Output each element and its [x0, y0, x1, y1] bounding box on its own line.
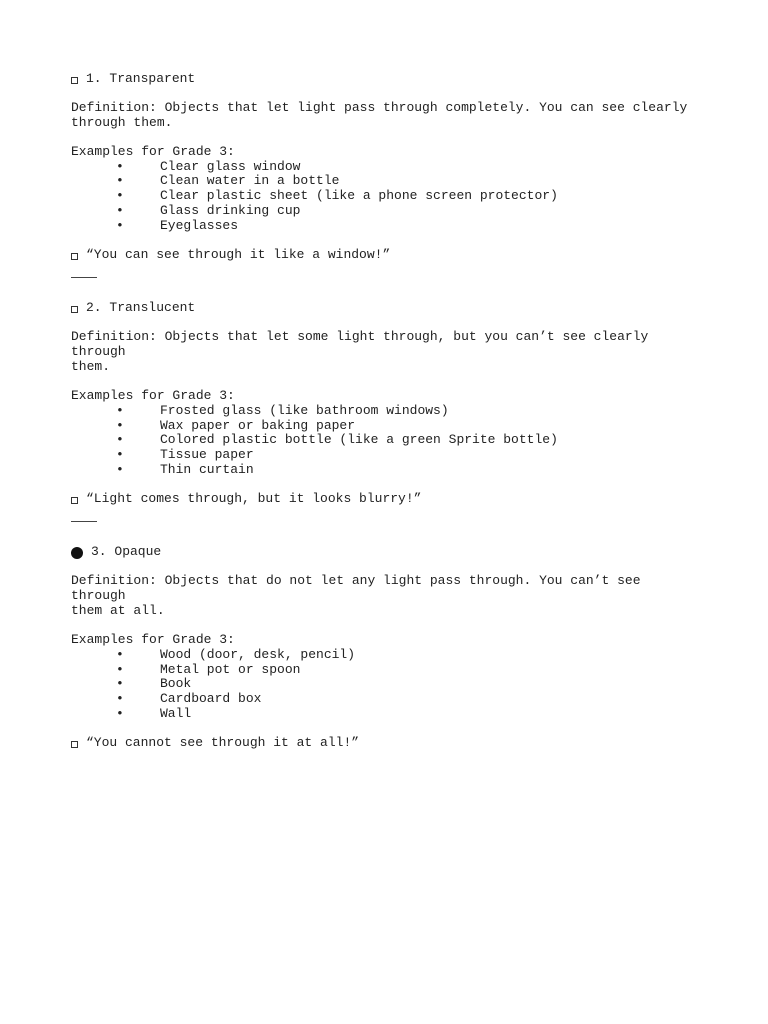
example-text: Thin curtain: [160, 461, 254, 477]
bullet-icon: •: [116, 158, 124, 174]
box-icon: [71, 306, 78, 313]
bullet-icon: •: [116, 217, 124, 233]
quote-text: “Light comes through, but it looks blurry!”: [86, 490, 422, 506]
list-item: [71, 174, 701, 189]
section-opaque: [71, 545, 701, 750]
box-icon: [71, 77, 78, 84]
examples-label: Examples for Grade 3:: [71, 632, 235, 648]
examples-list: [71, 404, 701, 477]
list-item: [71, 463, 701, 478]
example-text: Clean water in a bottle: [160, 173, 340, 189]
list-item: [71, 433, 701, 448]
bullet-icon: •: [116, 432, 124, 448]
section-heading: [71, 301, 701, 316]
bullet-icon: •: [116, 417, 124, 433]
bullet-icon: •: [116, 188, 124, 204]
example-text: Tissue paper: [160, 446, 254, 462]
example-text: Wax paper or baking paper: [160, 417, 356, 433]
bullet-icon: •: [116, 676, 124, 692]
section-divider: [71, 277, 97, 278]
quote-line: [71, 248, 701, 263]
list-item: [71, 219, 701, 234]
bullet-icon: •: [116, 402, 124, 418]
quote-text: “You can see through it like a window!”: [86, 246, 391, 262]
list-item: [71, 404, 701, 419]
document-page: [71, 72, 701, 765]
list-item: [71, 648, 701, 663]
list-item: [71, 692, 701, 707]
example-text: Book: [160, 676, 192, 692]
example-text: Cardboard box: [160, 690, 262, 706]
definition-text: Definition: Objects that let light pass through completely. You can see clearly through them.: [71, 100, 688, 130]
list-item: [71, 677, 701, 692]
filled-circle-icon: [71, 547, 83, 559]
example-text: Metal pot or spoon: [160, 661, 301, 677]
quote-line: [71, 492, 701, 507]
bullet-icon: •: [116, 646, 124, 662]
list-item: [71, 189, 701, 204]
section-transparent: [71, 72, 701, 278]
quote-line: [71, 736, 701, 751]
section-title: 3. Opaque: [91, 544, 162, 560]
example-text: Clear glass window: [160, 158, 301, 174]
box-icon: [71, 253, 78, 260]
section-translucent: [71, 301, 701, 522]
examples-list: [71, 648, 701, 721]
list-item: [71, 419, 701, 434]
definition-text: Definition: Objects that do not let any light pass through. You can’t see through them at all.: [71, 573, 641, 618]
box-icon: [71, 497, 78, 504]
examples-label: Examples for Grade 3:: [71, 144, 235, 160]
list-item: [71, 707, 701, 722]
bullet-icon: •: [116, 202, 124, 218]
example-text: Eyeglasses: [160, 217, 239, 233]
box-icon: [71, 741, 78, 748]
section-title: 2. Translucent: [86, 300, 196, 316]
example-text: Clear plastic sheet (like a phone screen protector): [160, 188, 558, 204]
bullet-icon: •: [116, 690, 124, 706]
bullet-icon: •: [116, 461, 124, 477]
quote-text: “You cannot see through it at all!”: [86, 734, 360, 750]
bullet-icon: •: [116, 661, 124, 677]
examples-list: [71, 160, 701, 233]
list-item: [71, 663, 701, 678]
example-text: Frosted glass (like bathroom windows): [160, 402, 449, 418]
example-text: Wall: [160, 705, 192, 721]
examples-label: Examples for Grade 3:: [71, 388, 235, 404]
list-item: [71, 160, 701, 175]
definition-text: Definition: Objects that let some light through, but you can’t see clearly through them.: [71, 329, 649, 374]
example-text: Glass drinking cup: [160, 202, 301, 218]
example-text: Colored plastic bottle (like a green Sprite bottle): [160, 432, 558, 448]
section-heading: [71, 545, 701, 560]
list-item: [71, 448, 701, 463]
bullet-icon: •: [116, 446, 124, 462]
example-text: Wood (door, desk, pencil): [160, 646, 356, 662]
list-item: [71, 204, 701, 219]
bullet-icon: •: [116, 705, 124, 721]
section-divider: [71, 521, 97, 522]
section-title: 1. Transparent: [86, 71, 196, 87]
section-heading: [71, 72, 701, 87]
bullet-icon: •: [116, 173, 124, 189]
